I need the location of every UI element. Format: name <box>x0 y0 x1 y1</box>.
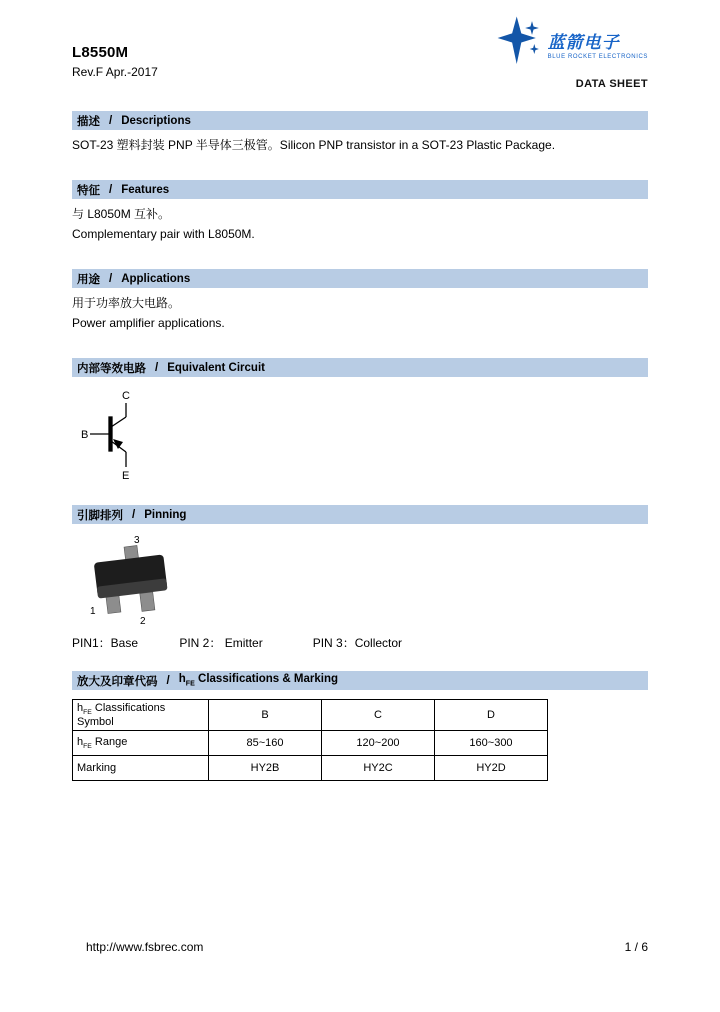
website-link[interactable]: http://www.fsbrec.com <box>86 940 204 954</box>
section-title-zh: 放大及印章代码 <box>77 675 158 688</box>
brand-name-zh: 蓝箭电子 <box>547 32 620 52</box>
section-title-zh: 特征 <box>77 184 100 197</box>
section-header-equivalent-circuit <box>72 358 648 377</box>
section-title-en: $h_{FE}$ Classifications & Marking <box>178 673 338 688</box>
column-header-c: C <box>322 700 435 731</box>
blue-rocket-logo-icon <box>496 15 542 72</box>
descriptions-text: SOT-23 塑料封装 PNP 半导体三极管。Silicon PNP transistor in a SOT-23 Plastic Package. <box>72 138 556 152</box>
marking-c: HY2C <box>322 756 435 781</box>
hfe-symbol-header: $h_{FE}$ Classifications Symbol <box>73 700 209 731</box>
table-row <box>73 731 548 756</box>
pnp-transistor-symbol <box>80 385 648 489</box>
page-header <box>72 15 648 99</box>
section-title-zh: 引脚排列 <box>77 509 123 522</box>
section-title-en: Applications <box>121 272 191 285</box>
page-number: 1 / 6 <box>624 940 648 954</box>
part-number: L8550M <box>72 44 129 61</box>
emitter-label: E <box>122 470 130 482</box>
section-header-features <box>72 180 648 199</box>
section-separator: / <box>155 361 159 374</box>
brand-block <box>496 15 648 90</box>
marking-header: Marking <box>73 756 209 781</box>
hfe-range-d: 160~300 <box>435 731 548 756</box>
sot23-package-drawing <box>80 534 648 626</box>
pin3-number: 3 <box>134 535 140 546</box>
brand-name-en: BLUE ROCKET ELECTRONICS <box>547 53 648 60</box>
part-info <box>72 44 158 79</box>
pin1-assignment: PIN1：Base <box>72 636 139 650</box>
hfe-range-c: 120~200 <box>322 731 435 756</box>
hfe-range-header: $h_{FE}$ Range <box>73 731 209 756</box>
base-label: B <box>81 429 89 441</box>
section-separator: / <box>109 272 113 285</box>
section-title-zh: 内部等效电路 <box>77 362 146 375</box>
table-row <box>73 700 548 731</box>
pin-assignments <box>72 634 648 651</box>
collector-label: C <box>122 390 130 402</box>
applications-text-zh: 用于功率放大电路。 <box>72 296 181 310</box>
pin2-number: 2 <box>140 616 146 626</box>
applications-text-en: Power amplifier applications. <box>72 316 225 330</box>
section-title-en: Descriptions <box>121 114 191 127</box>
section-title-zh: 用途 <box>77 273 100 286</box>
hfe-table <box>72 699 548 781</box>
column-header-b: B <box>209 700 322 731</box>
section-title-en: Equivalent Circuit <box>167 361 265 374</box>
section-header-pinning <box>72 505 648 524</box>
section-header-descriptions <box>72 111 648 130</box>
datasheet-label: DATA SHEET <box>575 78 648 90</box>
section-separator: / <box>109 114 113 127</box>
brand-text <box>548 28 648 60</box>
section-separator: / <box>109 183 113 196</box>
section-header-applications <box>72 269 648 288</box>
section-title-en: Features <box>121 183 170 196</box>
section-title-en: Pinning <box>144 508 187 521</box>
pin2-assignment: PIN 2： Emitter <box>179 636 263 650</box>
section-header-hfe <box>72 671 648 690</box>
pin1-number: 1 <box>90 606 96 617</box>
marking-b: HY2B <box>209 756 322 781</box>
page-footer <box>72 940 648 954</box>
hfe-range-b: 85~160 <box>209 731 322 756</box>
table-row <box>73 756 548 781</box>
section-separator: / <box>132 508 136 521</box>
features-text-en: Complementary pair with L8050M. <box>72 227 255 241</box>
revision: Rev.F Apr.-2017 <box>72 65 158 79</box>
marking-d: HY2D <box>435 756 548 781</box>
features-text-zh: 与 L8050M 互补。 <box>72 207 171 221</box>
pin3-assignment: PIN 3：Collector <box>312 636 403 650</box>
section-separator: / <box>166 674 170 687</box>
column-header-d: D <box>435 700 548 731</box>
section-title-zh: 描述 <box>77 115 100 128</box>
